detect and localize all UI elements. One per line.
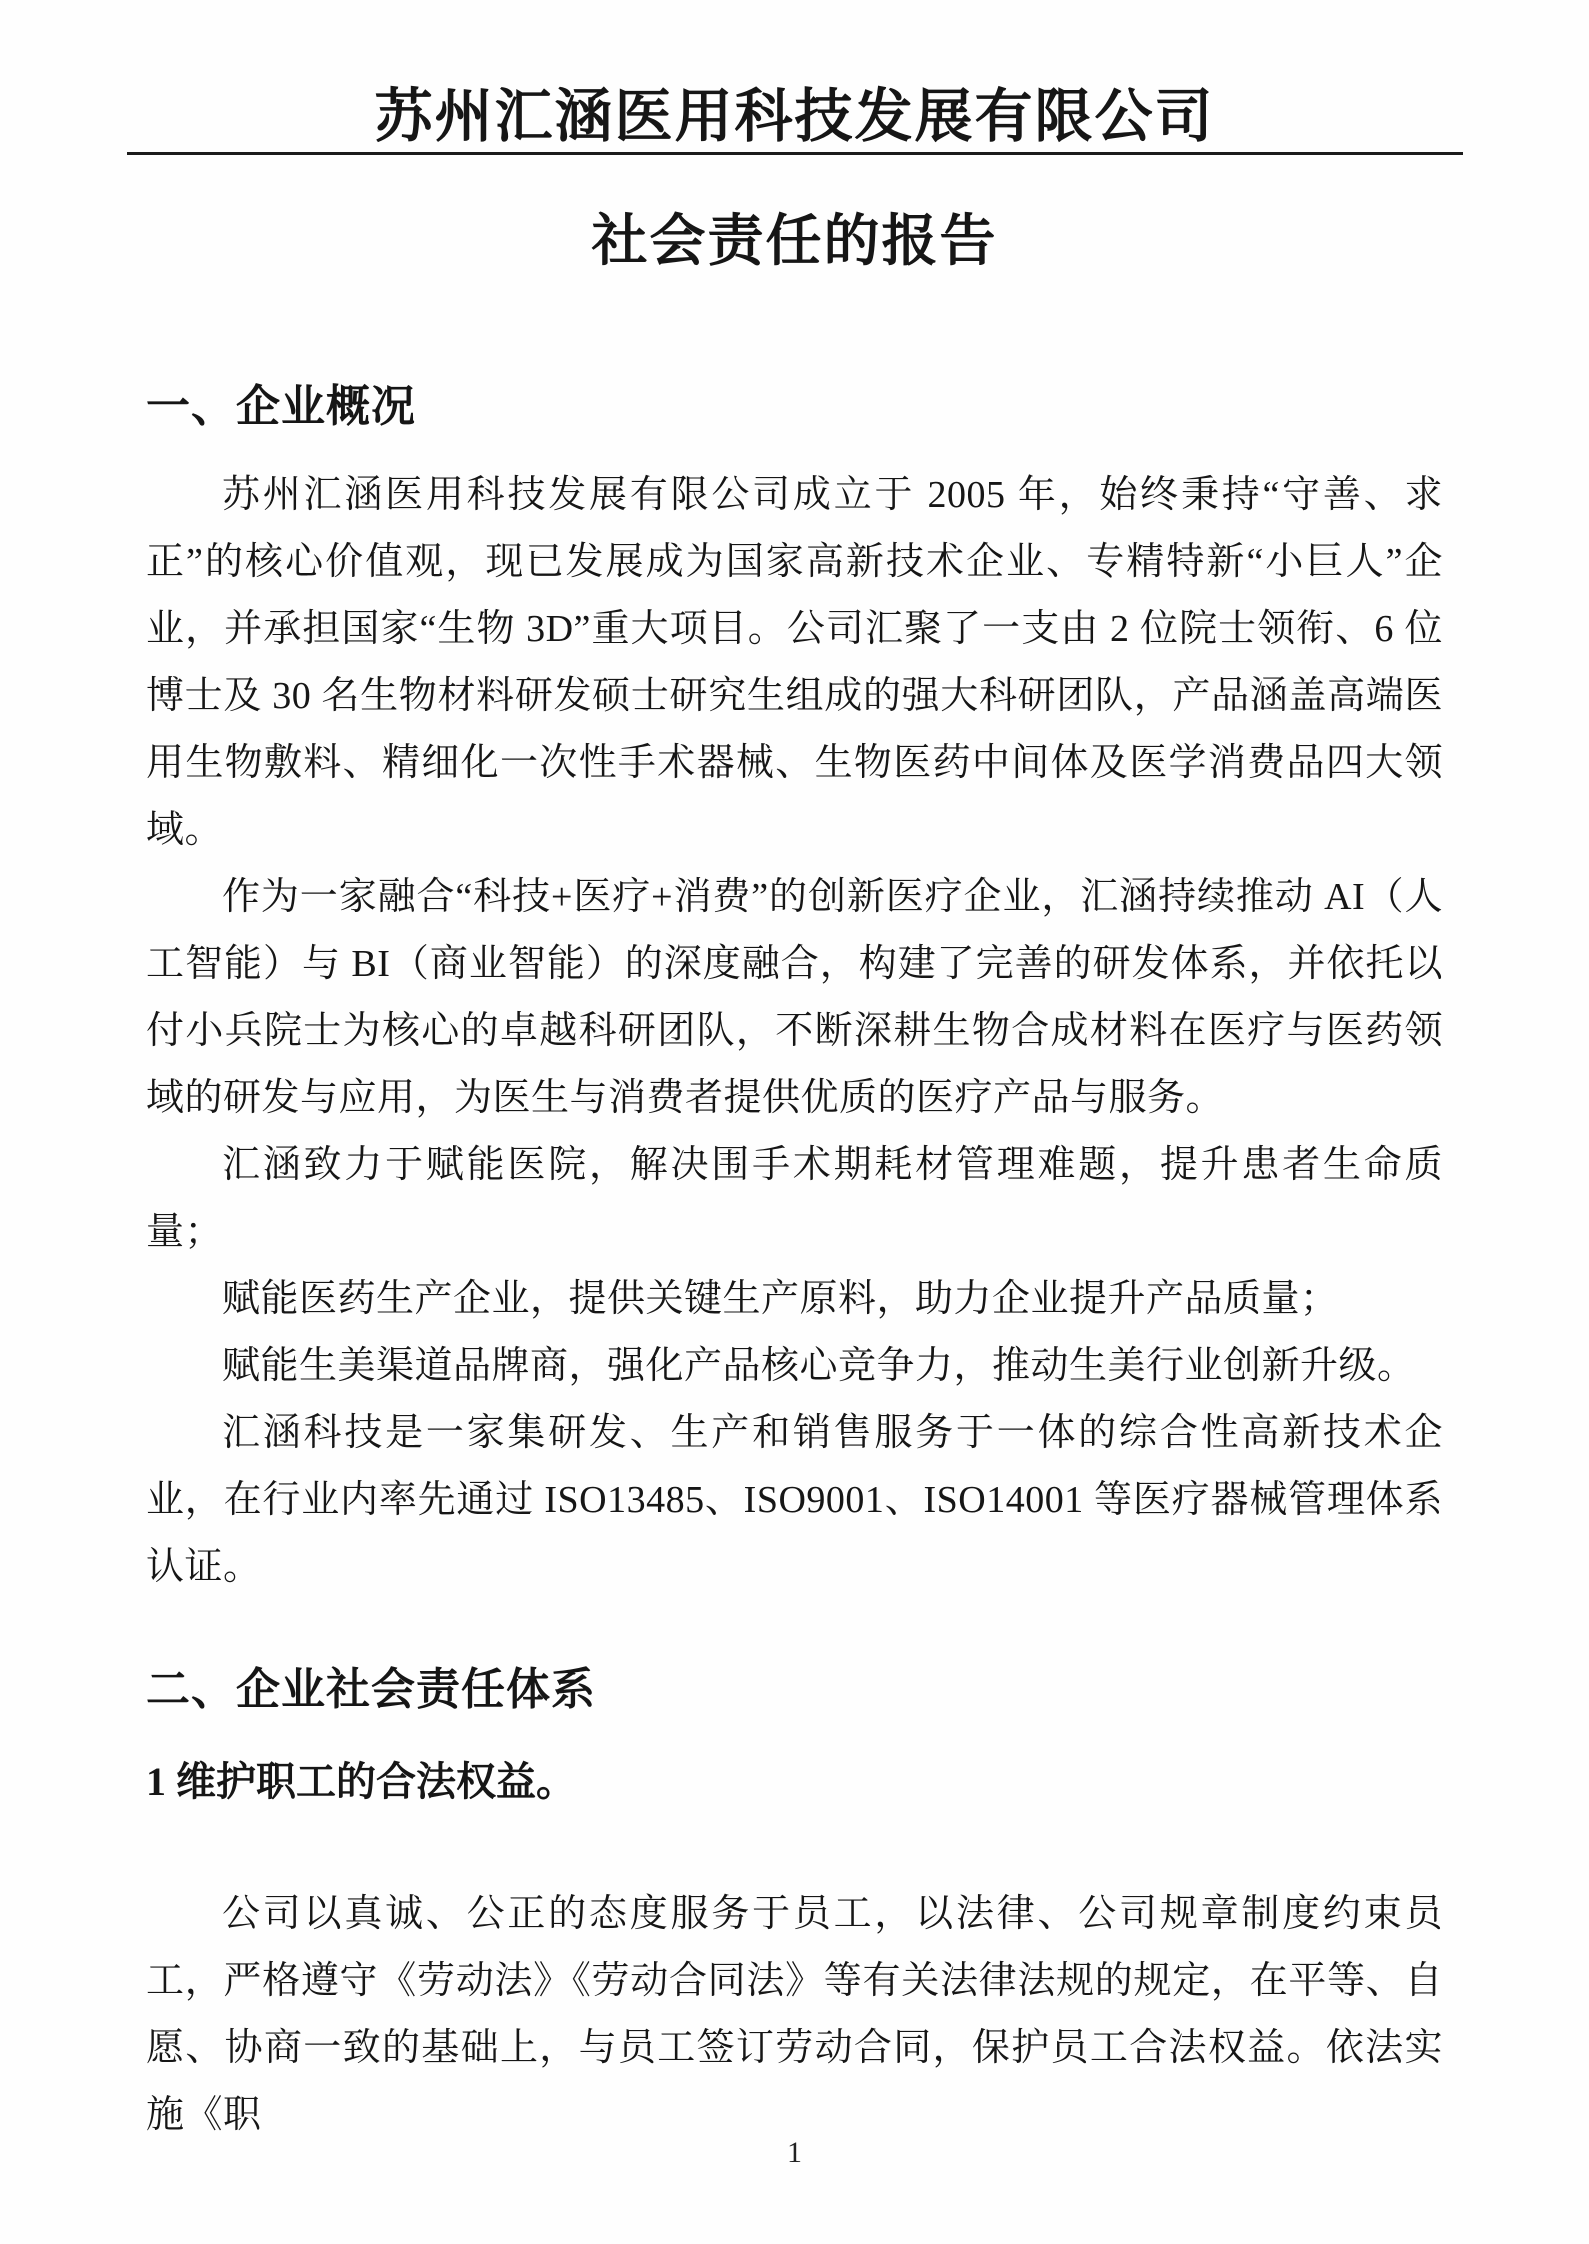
- paragraph-employee-rights: 公司以真诚、公正的态度服务于员工，以法律、公司规章制度约束员工，严格遵守《劳动法》《劳动合同法》等有关法律法规的规定，在平等、自愿、协商一致的基础上，与员工签订劳动合同，保护员工合法权益。依法实施《职: [146, 1893, 1443, 2136]
- paragraph-certifications: 汇涵科技是一家集研发、生产和销售服务于一体的综合性高新技术企业，在行业内率先通过 ISO13485、ISO9001、ISO14001 等医疗器械管理体系认证。: [146, 1412, 1443, 1588]
- section-1-body: [146, 462, 1443, 1601]
- paragraph-empower-pharma: 赋能医药生产企业，提供关键生产原料，助力企业提升产品质量；: [222, 1278, 1339, 1320]
- paragraph-innovation: 作为一家融合“科技+医疗+消费”的创新医疗企业，汇涵持续推动 AI（人工智能）与 BI（商业智能）的深度融合，构建了完善的研发体系，并依托以付小兵院士为核心的卓越科研团队，不断深耕生物合成材料在医疗与医药领域的研发与应用，为医生与消费者提供优质的医疗产品与服务。: [146, 876, 1443, 1119]
- document-content: [0, 86, 1589, 2149]
- subsection-1-heading: 1 维护职工的合法权益。: [146, 1759, 576, 1804]
- document-title: 苏州汇涵医用科技发展有限公司: [374, 84, 1215, 149]
- paragraph-company-overview: 苏州汇涵医用科技发展有限公司成立于 2005 年，始终秉持“守善、求正”的核心价值观，现已发展成为国家高新技术企业、专精特新“小巨人”企业，并承担国家“生物 3D”重大项目。公司汇聚了一支由 2 位院士领衔、6 位博士及 30 名生物材料研发硕士研究生组成的强大科研团队，产品涵盖高端医用生物敷料、精细化一次性手术器械、生物医药中间体及医学消费品四大领域。: [146, 474, 1443, 851]
- section-2-body: [146, 1881, 1443, 2149]
- page-number: 1: [787, 2136, 802, 2169]
- paragraph-empower-brands: 赋能生美渠道品牌商，强化产品核心竞争力，推动生美行业创新升级。: [222, 1345, 1416, 1387]
- document-subtitle: 社会责任的报告: [591, 211, 998, 273]
- section-1-heading: 一、企业概况: [146, 382, 416, 431]
- section-2-heading: 二、企业社会责任体系: [146, 1665, 596, 1714]
- paragraph-empower-hospitals: 汇涵致力于赋能医院，解决围手术期耗材管理难题，提升患者生命质量；: [146, 1144, 1443, 1253]
